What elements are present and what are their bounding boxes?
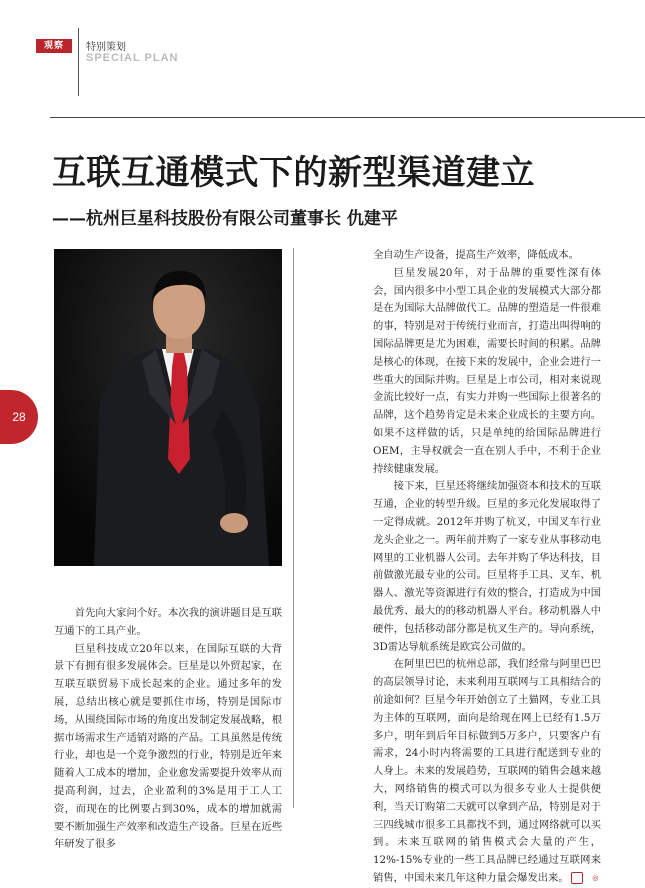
header-divider bbox=[78, 28, 79, 96]
paragraph: 首先向大家问个好。本次我的演讲题目是互联互通下的工具产业。 bbox=[54, 607, 282, 637]
column-name-en: SPECIAL PLAN bbox=[86, 52, 179, 64]
header-rule bbox=[50, 117, 645, 118]
left-column bbox=[54, 605, 282, 854]
page-number-tab: 28 bbox=[0, 390, 38, 444]
end-mark-icon: ◎ bbox=[571, 872, 583, 884]
portrait-illustration bbox=[54, 249, 282, 566]
paragraph-text: 在阿里巴巴的杭州总部，我们经常与阿里巴巴的高层领导讨论，未来利用互联网与工具相结合的前途如何？巨星今年开始创立了土猫网，专业工具为主体的互联网，面向是给现在网上已经有1.5万多户，明年到后年目标做到5万多户，只要客户有需求，24小时内将需要的工具进行配送到专业的人身上。未来的发展趋势，互联网的销售会越来越大，网络销售的模式可以为很多专业人士提供便利，当天订购第二天就可以拿到产品，特别是对于三四线城市很多工具都找不到，通过网络就可以买到。未来互联网的销售模式会大量的产生，12%-15%专业的一些工具品牌已经通过互联网来销售，中国未来几年这种力量会爆发出来。 bbox=[373, 658, 601, 884]
column-divider bbox=[293, 248, 294, 808]
column-name: 特别策划 bbox=[86, 42, 126, 53]
article-subtitle: ——杭州巨星科技股份有限公司董事长 仇建平 bbox=[52, 209, 398, 229]
section-tag: 观察 bbox=[36, 39, 72, 53]
paragraph bbox=[373, 656, 601, 887]
paragraph: 全自动生产设备，提高生产效率，降低成本。 bbox=[373, 249, 579, 261]
article-title: 互联互通模式下的新型渠道建立 bbox=[52, 153, 535, 193]
right-column bbox=[373, 247, 601, 888]
portrait-photo bbox=[54, 249, 282, 566]
paragraph: 巨星科技成立20年以来，在国际互联的大背景下有拥有很多发展体会。巨星是以外贸起家，在互联互联贸易下成长起来的企业。通过多年的发展，总结出核心就是要抓住市场，特别是国际市场，从围绕国际市场的角度出发制定发展战略，根据市场需求生产适销对路的产品。工具虽然是传统行业，却也是一个竞争激烈的行业，特别是近年来随着人工成本的增加，企业愈发需要提升效率从而提高利润，过去，企业盈利的3%是用于工人工资，而现在的比例要占到30%，成本的增加就需要不断加强生产效率和改造生产设备。巨星在近些年研发了很多 bbox=[54, 642, 282, 851]
paragraph: 巨星发展20年，对于品牌的重要性深有体会，国内很多中小型工具企业的发展模式大部分都是在为国际大品牌做代工。品牌的塑造是一件很难的事，特别是对于传统行业而言，打造出叫得响的国际品牌更是尤为困难，需要长时间的积累。品牌是核心的体现，在接下来的发展中，企业会进行一些重大的国际并购。巨星是上市公司，相对来说现金流比较好一点，有实力并购一些国际上很著名的品牌，这个趋势肯定是未来企业成长的主要方向。如果不这样做的话，只是单纯的给国际品牌进行OEM，主导权就会一直在别人手中，不利于企业持续健康发展。 bbox=[373, 266, 601, 475]
paragraph: 接下来，巨星还将继续加强资本和技术的互联互通，企业的转型升级。巨星的多元化发展取得了一定得成就。2012年并购了杭叉，中国叉车行业龙头企业之一。两年前并购了一家专业从事移动电网里的工业机器人公司。去年并购了华达科技，目前做激光最专业的公司。巨星将手工具、叉车、机器人、激光等资源进行有效的整合，打造成为中国最优秀、最大的的移动机器人平台。移动机器人中硬件，包括移动部分都是杭叉生产的。导向系统，3D雷达导航系统是欧宾公司做的。 bbox=[373, 480, 601, 653]
